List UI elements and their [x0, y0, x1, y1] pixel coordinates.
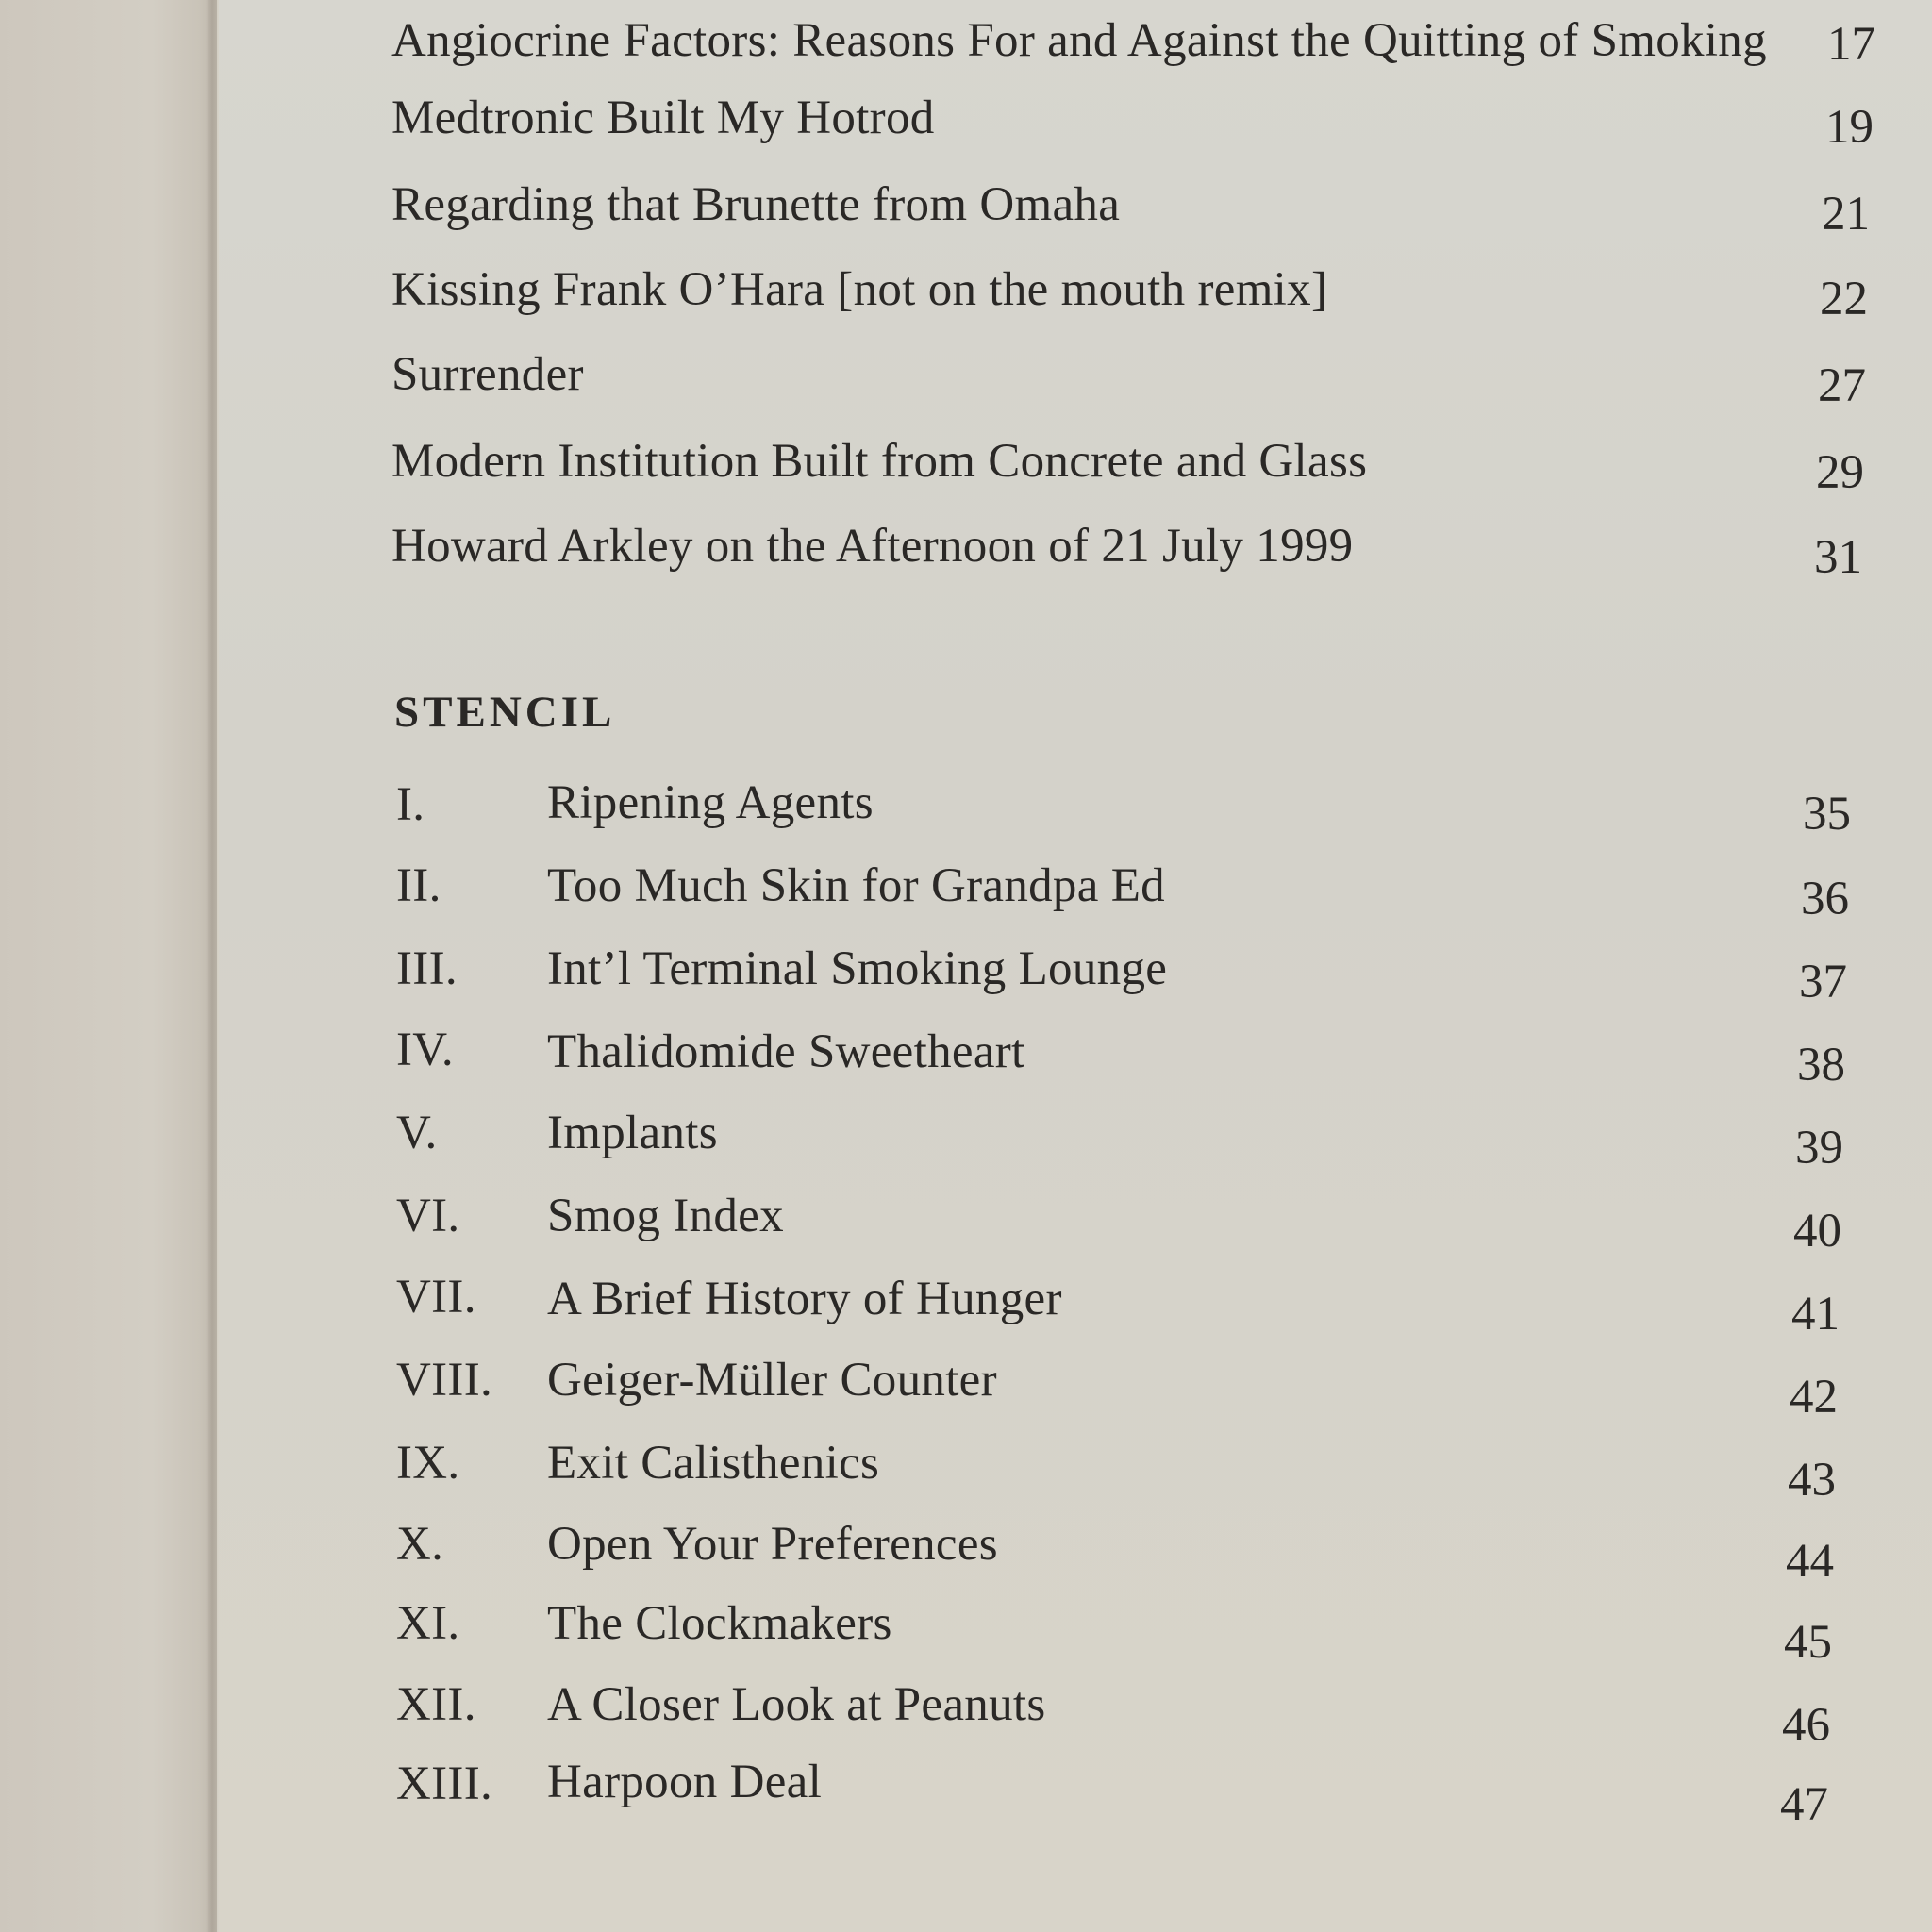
section-item-title: Int’l Terminal Smoking Lounge: [547, 942, 1168, 995]
section-item-title: Geiger-Müller Counter: [547, 1354, 997, 1407]
section-heading: STENCIL: [394, 688, 616, 737]
facing-page-margin: [0, 0, 217, 1932]
section-item-page: 41: [1791, 1288, 1840, 1341]
section-item-page: 46: [1782, 1699, 1830, 1752]
toc-entry-title: Howard Arkley on the Afternoon of 21 July 1999: [391, 520, 1354, 573]
section-item-numeral: XII.: [396, 1678, 476, 1731]
toc-entry-title: Regarding that Brunette from Omaha: [391, 178, 1121, 231]
toc-entry-title: Angiocrine Factors: Reasons For and Against the Quitting of Smoking: [391, 14, 1767, 67]
section-item-page: 43: [1788, 1454, 1836, 1507]
toc-entry-title: Kissing Frank O’Hara [not on the mouth remix]: [391, 263, 1328, 316]
section-item-page: 45: [1784, 1616, 1832, 1669]
section-item-numeral: XIII.: [396, 1757, 493, 1810]
section-item-numeral: X.: [396, 1518, 444, 1571]
section-item-numeral: VII.: [396, 1271, 476, 1324]
toc-entry-page: 27: [1818, 359, 1866, 412]
toc-entry-page: 31: [1814, 531, 1862, 584]
section-item-page: 36: [1801, 873, 1849, 925]
section-item-page: 35: [1803, 788, 1851, 841]
section-item-numeral: III.: [396, 942, 458, 995]
section-item-page: 44: [1786, 1535, 1834, 1588]
section-item-page: 38: [1797, 1039, 1845, 1091]
section-item-title: Ripening Agents: [547, 776, 874, 829]
section-item-numeral: VIII.: [396, 1354, 493, 1407]
section-item-numeral: IV.: [396, 1024, 454, 1076]
section-item-page: 40: [1793, 1205, 1841, 1257]
toc-entry-page: 17: [1827, 18, 1875, 71]
section-item-numeral: VI.: [396, 1190, 460, 1242]
toc-entry-page: 22: [1820, 273, 1868, 325]
section-item-title: Open Your Preferences: [547, 1518, 998, 1571]
section-item-numeral: V.: [396, 1107, 438, 1159]
section-item-page: 42: [1790, 1371, 1838, 1424]
section-item-page: 47: [1780, 1778, 1828, 1831]
toc-entry-title: Medtronic Built My Hotrod: [391, 92, 935, 144]
section-item-title: A Closer Look at Peanuts: [547, 1678, 1046, 1731]
section-item-numeral: IX.: [396, 1437, 460, 1490]
toc-entry-page: 21: [1822, 188, 1870, 241]
toc-entry-title: Surrender: [391, 348, 584, 401]
section-item-title: Too Much Skin for Grandpa Ed: [547, 859, 1165, 912]
section-item-title: Smog Index: [547, 1190, 784, 1242]
section-item-title: Implants: [547, 1107, 718, 1159]
section-item-numeral: I.: [396, 778, 425, 831]
section-item-title: A Brief History of Hunger: [547, 1273, 1062, 1325]
section-item-page: 37: [1799, 956, 1847, 1008]
section-item-page: 39: [1795, 1122, 1843, 1174]
toc-entry-title: Modern Institution Built from Concrete and Glass: [391, 435, 1368, 488]
section-item-numeral: XI.: [396, 1597, 460, 1650]
book-gutter-shadow: [206, 0, 219, 1932]
section-item-title: Exit Calisthenics: [547, 1437, 880, 1490]
toc-entry-page: 29: [1816, 446, 1864, 499]
section-item-title: Thalidomide Sweetheart: [547, 1025, 1025, 1078]
section-item-title: The Clockmakers: [547, 1597, 892, 1650]
section-item-numeral: II.: [396, 859, 441, 912]
toc-entry-page: 19: [1825, 101, 1874, 154]
section-item-title: Harpoon Deal: [547, 1756, 823, 1808]
